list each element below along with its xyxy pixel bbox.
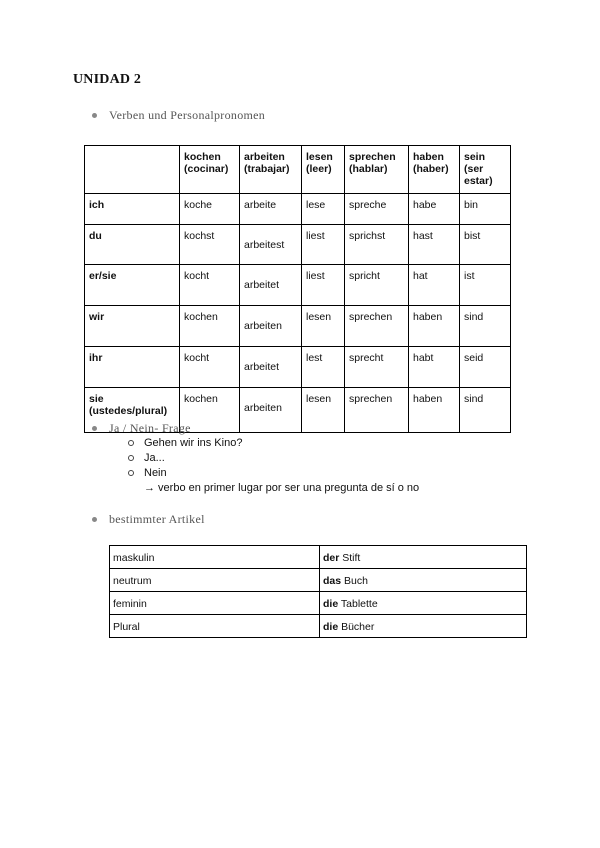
article-cell bbox=[320, 546, 527, 569]
verb-form-cell: hast bbox=[409, 225, 460, 265]
article-word: die bbox=[323, 621, 339, 633]
verb-form-cell: sind bbox=[460, 388, 511, 433]
bullet-dot-icon bbox=[92, 113, 97, 118]
verb-form-cell: bin bbox=[460, 194, 511, 225]
verb-form-cell: sprecht bbox=[345, 347, 409, 388]
verb-form-cell: spreche bbox=[345, 194, 409, 225]
verb-form-cell: sind bbox=[460, 306, 511, 347]
verb-form-cell: kocht bbox=[180, 347, 240, 388]
note-text: → verbo en primer lugar por ser una pregunta de sí o no bbox=[144, 482, 420, 494]
verb-form-cell: arbeiten bbox=[240, 388, 302, 433]
header-cell bbox=[85, 146, 180, 194]
noun-word: Stift bbox=[342, 552, 361, 564]
verb-form-cell: lese bbox=[302, 194, 345, 225]
bullet-text: bestimmter Artikel bbox=[109, 512, 205, 526]
article-cell bbox=[320, 615, 527, 638]
verb-form-cell: habt bbox=[409, 347, 460, 388]
table-row bbox=[85, 347, 511, 388]
table-row bbox=[110, 592, 527, 615]
verb-form-cell: liest bbox=[302, 225, 345, 265]
noun-word: Bücher bbox=[341, 621, 375, 633]
pronoun-cell: du bbox=[85, 225, 180, 265]
article-word: der bbox=[323, 552, 340, 564]
table-row bbox=[85, 265, 511, 306]
verb-form-cell: haben bbox=[409, 306, 460, 347]
table-row bbox=[110, 546, 527, 569]
noun-word: Tablette bbox=[340, 598, 378, 610]
verb-form-cell: habe bbox=[409, 194, 460, 225]
pronoun-cell: sie (ustedes/plural) bbox=[85, 388, 180, 433]
gender-cell: maskulin bbox=[110, 546, 320, 569]
verb-form-cell: liest bbox=[302, 265, 345, 306]
pronoun-cell: er/sie bbox=[85, 265, 180, 306]
header-cell: haben (haber) bbox=[409, 146, 460, 194]
verb-form-cell: lest bbox=[302, 347, 345, 388]
header-cell: sein (ser estar) bbox=[460, 146, 511, 194]
verb-form-cell: ist bbox=[460, 265, 511, 306]
header-cell: kochen (cocinar) bbox=[180, 146, 240, 194]
table-row bbox=[85, 194, 511, 225]
list-item: Gehen wir ins Kino? bbox=[128, 437, 242, 449]
verb-form-cell: koche bbox=[180, 194, 240, 225]
article-cell bbox=[320, 569, 527, 592]
verb-form-cell: sprechen bbox=[345, 306, 409, 347]
verb-form-cell: arbeite bbox=[240, 194, 302, 225]
header-cell: arbeiten (trabajar) bbox=[240, 146, 302, 194]
verb-form-cell: kocht bbox=[180, 265, 240, 306]
circle-bullet-icon bbox=[128, 455, 134, 461]
article-table bbox=[109, 545, 527, 638]
gender-cell: neutrum bbox=[110, 569, 320, 592]
article-word: das bbox=[323, 575, 342, 587]
verb-form-cell: lesen bbox=[302, 388, 345, 433]
verb-form-cell: bist bbox=[460, 225, 511, 265]
circle-bullet-icon bbox=[128, 440, 134, 446]
bullet-ja-nein bbox=[92, 421, 191, 436]
verb-form-cell: sprichst bbox=[345, 225, 409, 265]
circle-bullet-icon bbox=[128, 470, 134, 476]
article-word: die bbox=[323, 598, 339, 610]
bullet-dot-icon bbox=[92, 517, 97, 522]
table-row bbox=[85, 225, 511, 265]
verb-form-cell: kochen bbox=[180, 306, 240, 347]
bullet-verben bbox=[92, 108, 265, 123]
pronoun-cell: wir bbox=[85, 306, 180, 347]
verb-form-cell: kochen bbox=[180, 388, 240, 433]
verb-form-cell: sprechen bbox=[345, 388, 409, 433]
verb-form-cell: seid bbox=[460, 347, 511, 388]
noun-word: Buch bbox=[344, 575, 368, 587]
verb-form-cell: arbeitet bbox=[240, 265, 302, 306]
verb-form-cell: lesen bbox=[302, 306, 345, 347]
pronoun-cell: ihr bbox=[85, 347, 180, 388]
conjugation-table bbox=[84, 145, 511, 433]
verb-form-cell: kochst bbox=[180, 225, 240, 265]
verb-form-cell: hat bbox=[409, 265, 460, 306]
pronoun-cell: ich bbox=[85, 194, 180, 225]
page-title: UNIDAD 2 bbox=[73, 72, 142, 87]
list-item: Ja... bbox=[128, 452, 165, 464]
gender-cell: feminin bbox=[110, 592, 320, 615]
bullet-artikel bbox=[92, 512, 205, 527]
bullet-text: Ja / Nein- Frage bbox=[109, 421, 191, 435]
verb-form-cell: haben bbox=[409, 388, 460, 433]
table-row bbox=[110, 569, 527, 592]
article-cell bbox=[320, 592, 527, 615]
gender-cell: Plural bbox=[110, 615, 320, 638]
bullet-dot-icon bbox=[92, 426, 97, 431]
list-item: Nein bbox=[128, 467, 167, 479]
table-header-row bbox=[85, 146, 511, 194]
table-row bbox=[85, 306, 511, 347]
verb-form-cell: spricht bbox=[345, 265, 409, 306]
table-row bbox=[110, 615, 527, 638]
bullet-text: Verben und Personalpronomen bbox=[109, 108, 266, 122]
header-cell: sprechen (hablar) bbox=[345, 146, 409, 194]
verb-form-cell: arbeitet bbox=[240, 347, 302, 388]
verb-form-cell: arbeiten bbox=[240, 306, 302, 347]
header-cell: lesen (leer) bbox=[302, 146, 345, 194]
verb-form-cell: arbeitest bbox=[240, 225, 302, 265]
